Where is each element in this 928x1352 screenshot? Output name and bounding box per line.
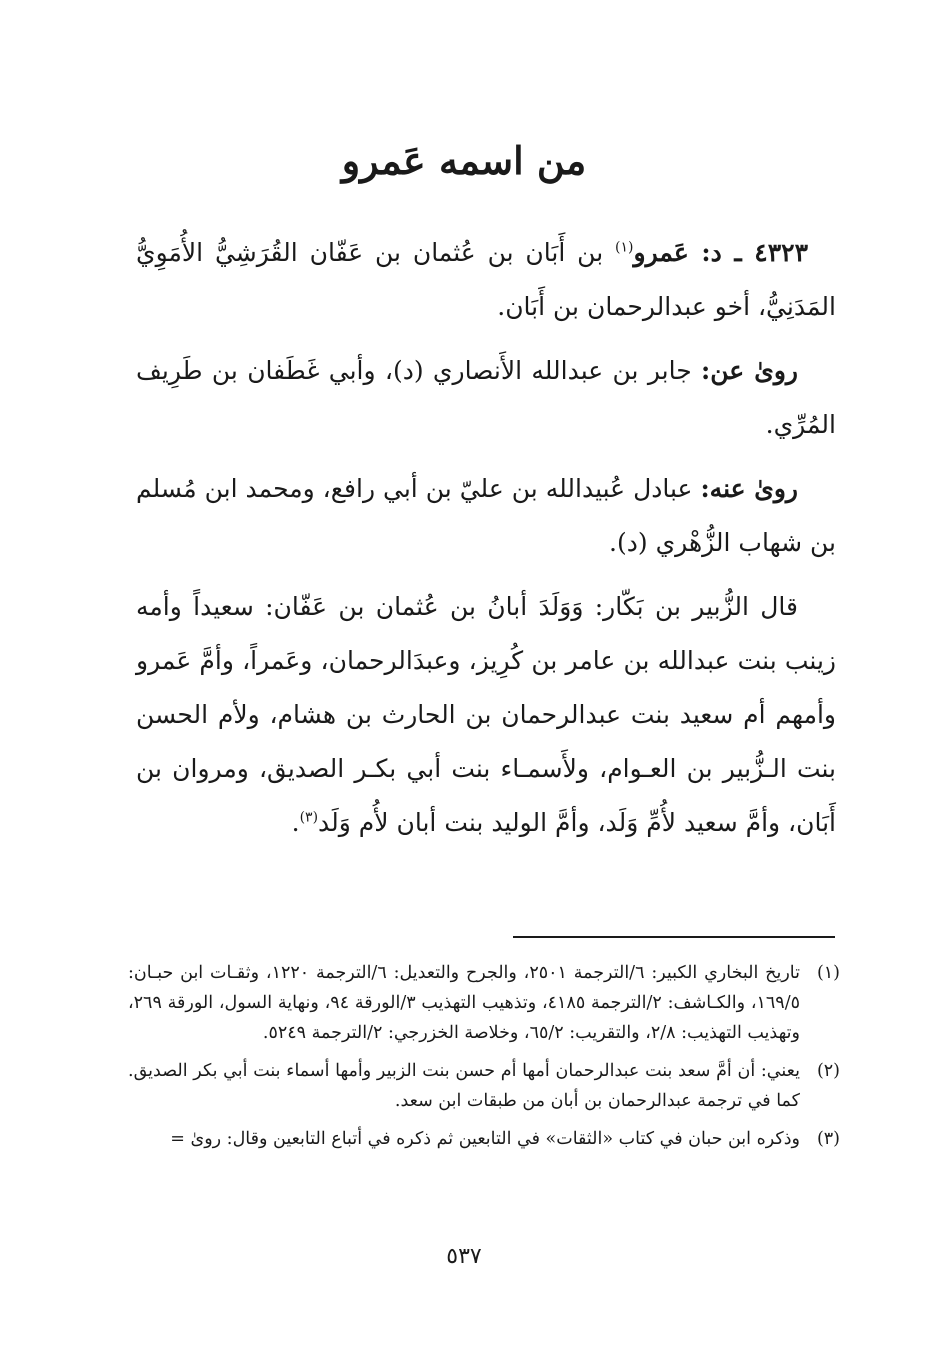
- narrated-by-text: عبادل عُبيدالله بن عليّ بن أبي رافع، ومحمد ابن مُسلم بن شهاب الزُّهْري (د).: [136, 474, 836, 557]
- entry-text: بن أَبَان بن عُثمان بن عَفّان القُرَشِيُّ الأُمَوِيُّ المَدَنِيُّ، أخو عبدالرحمان بن أَبَان.: [136, 238, 836, 321]
- footnote-ref-1[interactable]: (١): [615, 239, 634, 256]
- entry-head: ٤٣٢٣ ـ د: عَمرو: [633, 238, 808, 267]
- quote-paragraph: [136, 580, 836, 850]
- narrated-from-paragraph: [136, 344, 836, 452]
- entry-paragraph: [136, 226, 836, 334]
- footnote-text: يعني: أن أمَّ سعد بنت عبدالرحمان أمها أم حسن بنت الزبير وأمها أسماء بنت أبي بكر الصديق. كما في ترجمة عبدالرحمان بن أبان من طبقات ابن سعد.: [128, 1061, 800, 1111]
- footnote-item: [128, 958, 840, 1048]
- footnote-item: [128, 1124, 840, 1154]
- quote-end: .: [291, 808, 300, 837]
- footnotes: [128, 958, 840, 1162]
- footnote-text: وذكره ابن حبان في كتاب «الثقات» في التابعين ثم ذكره في أتباع التابعين وقال: روىٰ =: [170, 1129, 800, 1149]
- narrated-by-label: روىٰ عنه:: [700, 474, 799, 503]
- footnote-text: تاريخ البخاري الكبير: ٦/الترجمة ٢٥٠١، والجرح والتعديل: ٦/الترجمة ١٢٢٠، وثقـات ابن حبـان: ١٦٩/٥، والكـاشف: ٢/الترجمة ٤١٨٥، وتذهيب التهذيب ٣/الورقة ٩٤، ونهاية السول، الورقة ٢٦٩، وتهذيب التهذيب: ٢/٨، والتقريب: ٦٥/٢، وخلاصة الخزرجي: ٢/الترجمة ٥٢٤٩.: [128, 963, 800, 1043]
- footnote-number: (١): [816, 963, 840, 983]
- chapter-title: من اسمه عَمرو: [341, 138, 587, 183]
- narrated-from-label: روىٰ عن:: [701, 356, 798, 385]
- quote-text: قال الزُّبير بن بَكّار: وَوَلَدَ أبانُ بن عُثمان بن عَفّان: سعيداً وأمه زينب بنت عبدالله بن عامر بن كُرِيز، وعبدَالرحمان، وعَمراً، وأمَّ عَمرو وأمهم أم سعيد بنت عبدالرحمان بن الحارث بن هشام، ولأم الحسن بنت الـزُّبير بن العـوام، ولأَسمـاء بنت أبي بكـر الصديق، ومروان بن أَبَان، وأمَّ سعيد لأُمِّ وَلَد، وأمَّ الوليد بنت أبان لأُم وَلَد: [136, 592, 836, 837]
- footnote-ref-3[interactable]: (٣): [299, 809, 319, 826]
- body-text: [136, 226, 836, 860]
- footnote-number: (٢): [816, 1061, 840, 1081]
- page-number: ٥٣٧: [446, 1244, 482, 1269]
- footnote-item: [128, 1056, 840, 1116]
- narrated-from-text: جابر بن عبدالله الأَنصاري (د)، وأبي غَطَفان بن طَرِيف المُرِّي.: [136, 356, 836, 439]
- footnote-divider: [513, 936, 835, 938]
- narrated-by-paragraph: [136, 462, 836, 570]
- footnote-number: (٣): [816, 1129, 840, 1149]
